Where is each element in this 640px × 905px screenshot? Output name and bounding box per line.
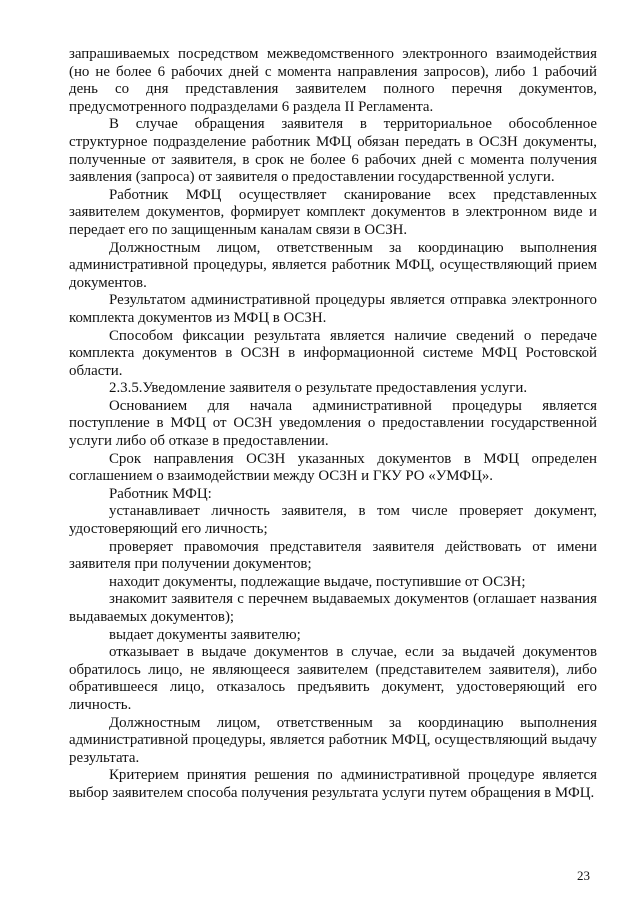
paragraph: Критерием принятия решения по административной процедуре является выбор заявителем способа получения результата услуги путем обращения в МФЦ.	[69, 767, 597, 801]
list-item: знакомит заявителя с перечнем выдаваемых документов (оглашает названия выдаваемых документов);	[69, 591, 597, 625]
paragraph: Срок направления ОСЗН указанных документов в МФЦ определен соглашением о взаимодействии между ОСЗН и ГКУ РО «УМФЦ».	[69, 450, 597, 485]
page-body-text	[69, 46, 597, 803]
paragraph-continuation: запрашиваемых посредством межведомственного электронного взаимодействия (но не более 6 рабочих дней с момента направления запросов), либо 1 рабочий день со дня представления заявителем полного перечня документов, предусмотренного подразделами 6 раздела II Регламента.	[69, 46, 597, 115]
section-heading-2-3-5: 2.3.5.Уведомление заявителя о результате предоставления услуги.	[109, 380, 528, 397]
paragraph: Результатом административной процедуры является отправка электронного комплекта документов из МФЦ в ОСЗН.	[69, 292, 597, 326]
list-item: проверяет правомочия представителя заявителя действовать от имени заявителя при получении документов;	[69, 538, 597, 573]
list-item: выдает документы заявителю;	[109, 626, 301, 643]
paragraph: Должностным лицом, ответственным за координацию выполнения административной процедуры, является работник МФЦ, осуществляющий выдачу результата.	[69, 714, 597, 766]
paragraph: Работник МФЦ осуществляет сканирование всех представленных заявителем документов, формирует комплект документов в электронном виде и передает его по защищенным каналам связи в ОСЗН.	[69, 186, 597, 238]
list-item: устанавливает личность заявителя, в том числе проверяет документ, удостоверяющий его личность;	[69, 503, 597, 538]
paragraph: Способом фиксации результата является наличие сведений о передаче комплекта документов в ОСЗН в информационной системе МФЦ Ростовской области.	[69, 327, 597, 379]
paragraph: Работник МФЦ:	[109, 485, 212, 502]
page-number: 23	[577, 868, 590, 883]
paragraph: В случае обращения заявителя в территориальное обособленное структурное подразделение работник МФЦ обязан передать в ОСЗН документы, полученные от заявителя, в срок не более 6 рабочих дней с момента получения заявления (запроса) от заявителя о предоставлении государственной услуги.	[69, 116, 597, 186]
paragraph: Основанием для начала административной процедуры является поступление в МФЦ от ОСЗН уведомления о предоставлении государственной услуги либо об отказе в предоставлении.	[69, 397, 597, 450]
paragraph: Должностным лицом, ответственным за координацию выполнения административной процедуры, является работник МФЦ, осуществляющий прием документов.	[69, 239, 597, 291]
list-item: находит документы, подлежащие выдаче, поступившие от ОСЗН;	[109, 573, 526, 590]
list-item: отказывает в выдаче документов в случае, если за выдачей документов обратилось лицо, не являющееся заявителем (представителем заявителя), либо обратившееся лицо, отказалось предъявить документ, удостоверяющий его личность.	[69, 644, 597, 713]
